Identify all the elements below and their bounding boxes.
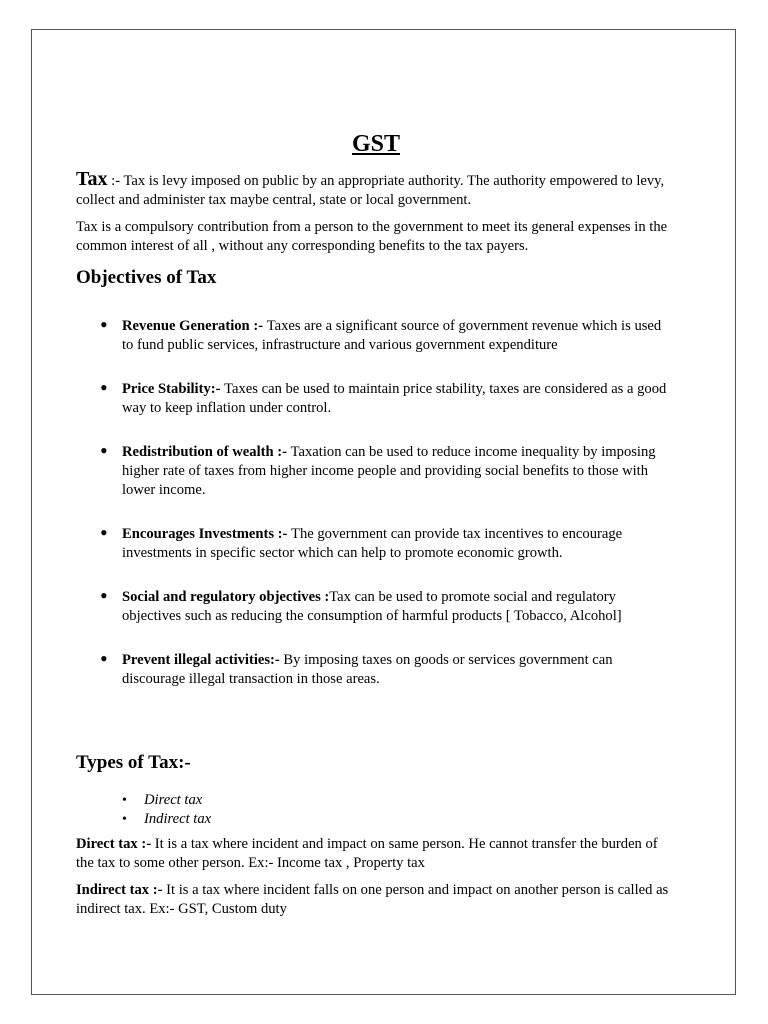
- list-item-term: Redistribution of wealth :-: [122, 444, 291, 460]
- list-item: [76, 810, 676, 829]
- bullet-icon: •: [100, 520, 108, 545]
- indirect-tax-term: Indirect tax :-: [76, 882, 167, 898]
- bullet-icon: •: [100, 438, 108, 463]
- list-item: [76, 312, 676, 355]
- bullet-icon: •: [100, 583, 108, 608]
- list-item-term: Revenue Generation :-: [122, 318, 267, 334]
- list-item-text: Direct tax: [144, 792, 203, 808]
- tax-definition-text: :- Tax is levy imposed on public by an appropriate authority. The authority empowered to levy, collect and administer tax maybe central, state or local government.: [76, 173, 665, 208]
- tax-definition: [76, 170, 676, 210]
- list-item-term: Encourages Investments :-: [122, 526, 292, 542]
- list-item-text: Taxation can be used to reduce income inequality by imposing higher rate of taxes from higher income people and providing social benefits to those with lower income.: [122, 444, 656, 498]
- bullet-icon: •: [100, 312, 108, 337]
- list-item: [76, 791, 676, 810]
- indirect-tax-definition: [76, 881, 676, 919]
- list-item: [76, 375, 676, 418]
- list-item-term: Price Stability:-: [122, 381, 225, 397]
- list-item-text: Taxes can be used to maintain price stability, taxes are considered as a good way to keep inflation under control.: [122, 381, 667, 416]
- objectives-heading: Objectives of Tax: [76, 267, 217, 288]
- objectives-list: [76, 312, 676, 689]
- list-item: [76, 520, 676, 563]
- list-item-text: Taxes are a significant source of government revenue which is used to fund public services, infrastructure and various government expenditure: [122, 318, 662, 353]
- bullet-icon: •: [122, 812, 127, 827]
- types-heading: Types of Tax:-: [76, 752, 191, 773]
- types-list: [76, 791, 676, 829]
- tax-paragraph: Tax is a compulsory contribution from a person to the government to meet its general expenses in the common interest of all , without any corresponding benefits to the tax payers.: [76, 219, 668, 254]
- list-item-term: Prevent illegal activities:-: [122, 652, 284, 668]
- direct-tax-text: It is a tax where incident and impact on same person. He cannot transfer the burden of the tax to some other person. Ex:- Income tax , Property tax: [76, 836, 658, 871]
- list-item: [76, 438, 676, 500]
- list-item: [76, 583, 676, 626]
- bullet-icon: •: [100, 375, 108, 400]
- indirect-tax-text: It is a tax where incident falls on one person and impact on another person is called as indirect tax. Ex:- GST, Custom duty: [76, 882, 669, 917]
- document-content: [76, 130, 676, 919]
- list-item-text: Tax can be used to promote social and regulatory objectives such as reducing the consumption of harmful products [ Tobacco, Alcohol]: [122, 589, 622, 624]
- direct-tax-definition: [76, 835, 676, 873]
- bullet-icon: •: [100, 646, 108, 671]
- list-item-text: The government can provide tax incentives to encourage investments in specific sector which can help to promote economic growth.: [122, 526, 623, 561]
- direct-tax-term: Direct tax :-: [76, 836, 155, 852]
- list-item: [76, 646, 676, 689]
- list-item-term: Social and regulatory objectives :: [122, 589, 330, 605]
- list-item-text: By imposing taxes on goods or services government can discourage illegal transaction in those areas.: [122, 652, 613, 687]
- page-title: GST: [351, 131, 401, 157]
- list-item-text: Indirect tax: [144, 811, 212, 827]
- bullet-icon: •: [122, 793, 127, 808]
- tax-word: Tax: [76, 168, 108, 190]
